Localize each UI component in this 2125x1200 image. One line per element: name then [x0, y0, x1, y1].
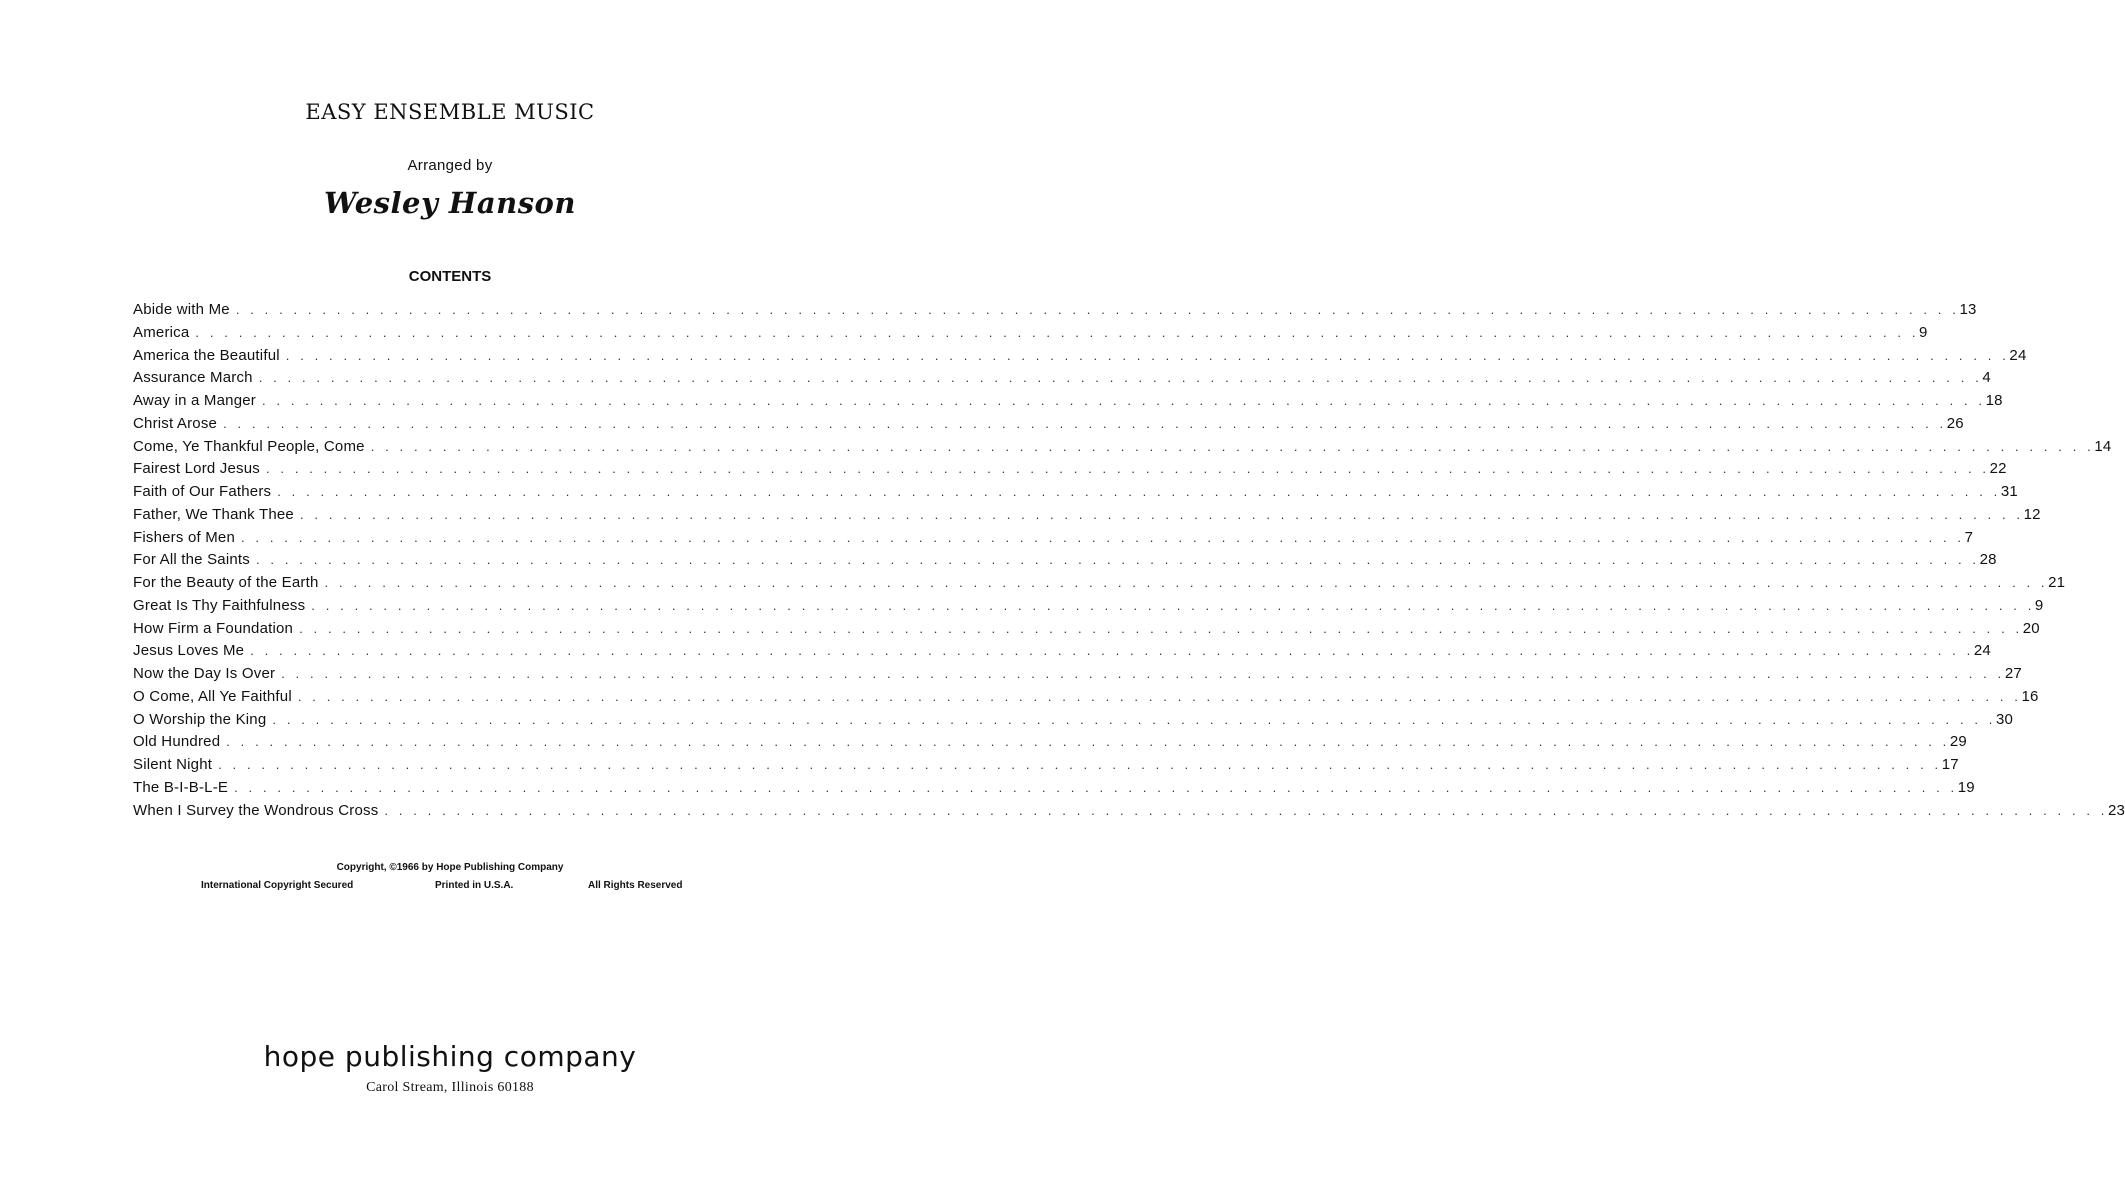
toc-entry [133, 481, 2018, 504]
toc-entry-page: 16 [2021, 687, 2039, 705]
copyright-printed: Printed in U.S.A. [435, 880, 514, 891]
toc-entry-title: The B-I-B-L-E [133, 778, 229, 796]
toc-entry [133, 367, 1991, 390]
toc-entry [133, 640, 1991, 663]
toc-entry [133, 345, 2027, 368]
toc-entry-page: 9 [1919, 323, 1928, 341]
toc-dot-leader: . . . . . . . . . . . . . . . . . . . . . . . . . . . . . . . . . . . . . . . . . . . . . . . . . . . . . . . . . . . . . . . . . . . . . . . . . . . . . . . . . . . . . . . . . . . . . . . . . . . . . . . . . . . . . . . . . . . . . . . . [384, 802, 2109, 818]
toc-dot-leader: . . . . . . . . . . . . . . . . . . . . . . . . . . . . . . . . . . . . . . . . . . . . . . . . . . . . . . . . . . . . . . . . . . . . . . . . . . . . . . . . . . . . . . . . . . . . . . . . . . . . . . . . . . . . . . . . . . . . . . . . [324, 575, 2049, 590]
page-title: EASY ENSEMBLE MUSIC [305, 100, 595, 124]
toc-dot-leader: . . . . . . . . . . . . . . . . . . . . . . . . . . . . . . . . . . . . . . . . . . . . . . . . . . . . . . . . . . . . . . . . . . . . . . . . . . . . . . . . . . . . . . . . . . . . . . . . . . . . . . . . . . . . . . . . . . . . . . . . [256, 552, 1980, 568]
toc-entry-page: 28 [1979, 551, 1997, 569]
toc-entry-page: 24 [1973, 642, 1991, 660]
toc-entry-title: Great Is Thy Faithfulness [133, 596, 306, 614]
contents-heading: CONTENTS [408, 268, 492, 285]
toc-entry-page: 20 [2022, 619, 2040, 637]
toc-entry-page: 7 [1964, 528, 1974, 546]
toc-entry-page: 14 [2094, 437, 2112, 455]
toc-dot-leader: . . . . . . . . . . . . . . . . . . . . . . . . . . . . . . . . . . . . . . . . . . . . . . . . . . . . . . . . . . . . . . . . . . . . . . . . . . . . . . . . . . . . . . . . . . . . . . . . . . . . . . . . . . . . . . . . . . . . . . . . [311, 597, 2035, 613]
toc-entry [133, 663, 2022, 686]
toc-entry [133, 458, 2007, 481]
toc-entry-page: 18 [1985, 392, 2003, 409]
toc-entry-title: For All the Saints [133, 551, 250, 569]
toc-entry-title: Father, We Thank Thee [133, 505, 294, 523]
toc-entry [133, 595, 2044, 618]
copyright-rights: All Rights Reserved [588, 880, 683, 891]
toc-entry-page: 17 [1941, 756, 1959, 773]
toc-entry [133, 527, 1974, 550]
toc-entry-title: Fishers of Men [133, 528, 235, 546]
toc-entry-title: Silent Night [133, 756, 213, 773]
toc-entry-title: America the Beautiful [133, 346, 280, 364]
copyright-line: Copyright, ©1966 by Hope Publishing Company [336, 862, 564, 873]
toc-entry-page: 24 [2009, 346, 2027, 364]
toc-dot-leader: . . . . . . . . . . . . . . . . . . . . . . . . . . . . . . . . . . . . . . . . . . . . . . . . . . . . . . . . . . . . . . . . . . . . . . . . . . . . . . . . . . . . . . . . . . . . . . . . . . . . . . . . . . . . . . . . . . . . . . . . [234, 779, 1958, 795]
toc-dot-leader: . . . . . . . . . . . . . . . . . . . . . . . . . . . . . . . . . . . . . . . . . . . . . . . . . . . . . . . . . . . . . . . . . . . . . . . . . . . . . . . . . . . . . . . . . . . . . . . . . . . . . . . . . . . . . . . . . . . . . . . . [195, 324, 1920, 340]
toc-entry-page: 30 [1996, 710, 2014, 728]
toc-dot-leader: . . . . . . . . . . . . . . . . . . . . . . . . . . . . . . . . . . . . . . . . . . . . . . . . . . . . . . . . . . . . . . . . . . . . . . . . . . . . . . . . . . . . . . . . . . . . . . . . . . . . . . . . . . . . . . . . . . . . . . . . [235, 302, 1960, 317]
toc-entry-title: Come, Ye Thankful People, Come [133, 437, 365, 455]
toc-entry [133, 322, 1928, 345]
arranger-signature: Wesley Hanson [324, 186, 576, 220]
publisher-name: hope publishing company [263, 1040, 637, 1073]
toc-entry [133, 299, 1977, 322]
toc-entry-title: America [133, 323, 190, 341]
publisher-address: Carol Stream, Illinois 60188 [366, 1080, 534, 1095]
toc-entry-page: 23 [2108, 801, 2125, 819]
toc-entry [133, 709, 2014, 732]
toc-entry-title: Now the Day Is Over [133, 665, 276, 682]
toc-dot-leader: . . . . . . . . . . . . . . . . . . . . . . . . . . . . . . . . . . . . . . . . . . . . . . . . . . . . . . . . . . . . . . . . . . . . . . . . . . . . . . . . . . . . . . . . . . . . . . . . . . . . . . . . . . . . . . . . . . . . . . . . [265, 461, 1990, 477]
toc-entry [133, 686, 2039, 709]
toc-entry-page: 26 [1946, 414, 1964, 432]
toc-entry-title: O Come, All Ye Faithful [133, 687, 292, 705]
toc-entry [133, 549, 1997, 572]
toc-dot-leader: . . . . . . . . . . . . . . . . . . . . . . . . . . . . . . . . . . . . . . . . . . . . . . . . . . . . . . . . . . . . . . . . . . . . . . . . . . . . . . . . . . . . . . . . . . . . . . . . . . . . . . . . . . . . . . . . . . . . . . . . [277, 484, 2001, 499]
toc-entry-page: 19 [1957, 778, 1975, 796]
toc-entry-title: Assurance March [133, 369, 253, 387]
toc-entry-title: Old Hundred [133, 733, 221, 751]
toc-dot-leader: . . . . . . . . . . . . . . . . . . . . . . . . . . . . . . . . . . . . . . . . . . . . . . . . . . . . . . . . . . . . . . . . . . . . . . . . . . . . . . . . . . . . . . . . . . . . . . . . . . . . . . . . . . . . . . . . . . . . . . . . [250, 643, 1974, 659]
copyright-international: International Copyright Secured [201, 880, 354, 891]
toc-dot-leader: . . . . . . . . . . . . . . . . . . . . . . . . . . . . . . . . . . . . . . . . . . . . . . . . . . . . . . . . . . . . . . . . . . . . . . . . . . . . . . . . . . . . . . . . . . . . . . . . . . . . . . . . . . . . . . . . . . . . . . . . [299, 506, 2024, 522]
toc-entry-page: 29 [1949, 733, 1967, 751]
toc-entry-page: 13 [1959, 301, 1977, 318]
toc-entry-title: Faith of Our Fathers [133, 483, 272, 500]
toc-dot-leader: . . . . . . . . . . . . . . . . . . . . . . . . . . . . . . . . . . . . . . . . . . . . . . . . . . . . . . . . . . . . . . . . . . . . . . . . . . . . . . . . . . . . . . . . . . . . . . . . . . . . . . . . . . . . . . . . . . . . . . . . [370, 438, 2095, 454]
toc-entry [133, 731, 1967, 754]
toc-entry [133, 754, 1959, 777]
toc-entry-page: 22 [1989, 460, 2007, 478]
arranged-by-label: Arranged by [407, 157, 493, 174]
toc-dot-leader: . . . . . . . . . . . . . . . . . . . . . . . . . . . . . . . . . . . . . . . . . . . . . . . . . . . . . . . . . . . . . . . . . . . . . . . . . . . . . . . . . . . . . . . . . . . . . . . . . . . . . . . . . . . . . . . . . . . . . . . . [299, 620, 2023, 636]
toc-entry-title: Abide with Me [133, 301, 230, 318]
toc-entry-title: When I Survey the Wondrous Cross [133, 801, 379, 819]
toc-entry-title: Fairest Lord Jesus [133, 460, 260, 478]
toc-dot-leader: . . . . . . . . . . . . . . . . . . . . . . . . . . . . . . . . . . . . . . . . . . . . . . . . . . . . . . . . . . . . . . . . . . . . . . . . . . . . . . . . . . . . . . . . . . . . . . . . . . . . . . . . . . . . . . . . . . . . . . . . [241, 529, 1965, 545]
toc-dot-leader: . . . . . . . . . . . . . . . . . . . . . . . . . . . . . . . . . . . . . . . . . . . . . . . . . . . . . . . . . . . . . . . . . . . . . . . . . . . . . . . . . . . . . . . . . . . . . . . . . . . . . . . . . . . . . . . . . . . . . . . . [297, 688, 2022, 704]
toc-dot-leader: . . . . . . . . . . . . . . . . . . . . . . . . . . . . . . . . . . . . . . . . . . . . . . . . . . . . . . . . . . . . . . . . . . . . . . . . . . . . . . . . . . . . . . . . . . . . . . . . . . . . . . . . . . . . . . . . . . . . . . . . [285, 347, 2010, 363]
toc-entry-title: O Worship the King [133, 710, 267, 728]
toc-entry-page: 12 [2023, 505, 2041, 523]
toc-entry [133, 572, 2066, 595]
toc-dot-leader: . . . . . . . . . . . . . . . . . . . . . . . . . . . . . . . . . . . . . . . . . . . . . . . . . . . . . . . . . . . . . . . . . . . . . . . . . . . . . . . . . . . . . . . . . . . . . . . . . . . . . . . . . . . . . . . . . . . . . . . . [262, 393, 1986, 408]
toc-entry [133, 436, 2112, 459]
toc-entry [133, 800, 2125, 823]
toc-entry-title: How Firm a Foundation [133, 619, 294, 637]
table-of-contents [133, 299, 2125, 822]
toc-entry-page: 9 [2034, 596, 2044, 614]
toc-entry-page: 21 [2048, 574, 2066, 591]
toc-entry-title: Christ Arose [133, 414, 218, 432]
toc-entry [133, 618, 2040, 641]
toc-dot-leader: . . . . . . . . . . . . . . . . . . . . . . . . . . . . . . . . . . . . . . . . . . . . . . . . . . . . . . . . . . . . . . . . . . . . . . . . . . . . . . . . . . . . . . . . . . . . . . . . . . . . . . . . . . . . . . . . . . . . . . . . [223, 415, 1947, 431]
toc-entry [133, 777, 1975, 800]
toc-dot-leader: . . . . . . . . . . . . . . . . . . . . . . . . . . . . . . . . . . . . . . . . . . . . . . . . . . . . . . . . . . . . . . . . . . . . . . . . . . . . . . . . . . . . . . . . . . . . . . . . . . . . . . . . . . . . . . . . . . . . . . . . [218, 757, 1942, 772]
toc-dot-leader: . . . . . . . . . . . . . . . . . . . . . . . . . . . . . . . . . . . . . . . . . . . . . . . . . . . . . . . . . . . . . . . . . . . . . . . . . . . . . . . . . . . . . . . . . . . . . . . . . . . . . . . . . . . . . . . . . . . . . . . . [258, 370, 1983, 386]
toc-entry-page: 31 [2000, 483, 2018, 500]
toc-entry-page: 27 [2004, 665, 2022, 682]
toc-entry [133, 504, 2041, 527]
toc-dot-leader: . . . . . . . . . . . . . . . . . . . . . . . . . . . . . . . . . . . . . . . . . . . . . . . . . . . . . . . . . . . . . . . . . . . . . . . . . . . . . . . . . . . . . . . . . . . . . . . . . . . . . . . . . . . . . . . . . . . . . . . . [272, 711, 1997, 727]
toc-entry [133, 413, 1964, 436]
toc-entry-title: Away in a Manger [133, 392, 256, 409]
toc-entry-page: 4 [1982, 369, 1991, 387]
toc-dot-leader: . . . . . . . . . . . . . . . . . . . . . . . . . . . . . . . . . . . . . . . . . . . . . . . . . . . . . . . . . . . . . . . . . . . . . . . . . . . . . . . . . . . . . . . . . . . . . . . . . . . . . . . . . . . . . . . . . . . . . . . . [281, 666, 2005, 681]
toc-entry-title: Jesus Loves Me [133, 642, 245, 660]
toc-entry-title: For the Beauty of the Earth [133, 574, 319, 591]
toc-entry [133, 390, 2003, 413]
toc-dot-leader: . . . . . . . . . . . . . . . . . . . . . . . . . . . . . . . . . . . . . . . . . . . . . . . . . . . . . . . . . . . . . . . . . . . . . . . . . . . . . . . . . . . . . . . . . . . . . . . . . . . . . . . . . . . . . . . . . . . . . . . . [226, 734, 1950, 750]
